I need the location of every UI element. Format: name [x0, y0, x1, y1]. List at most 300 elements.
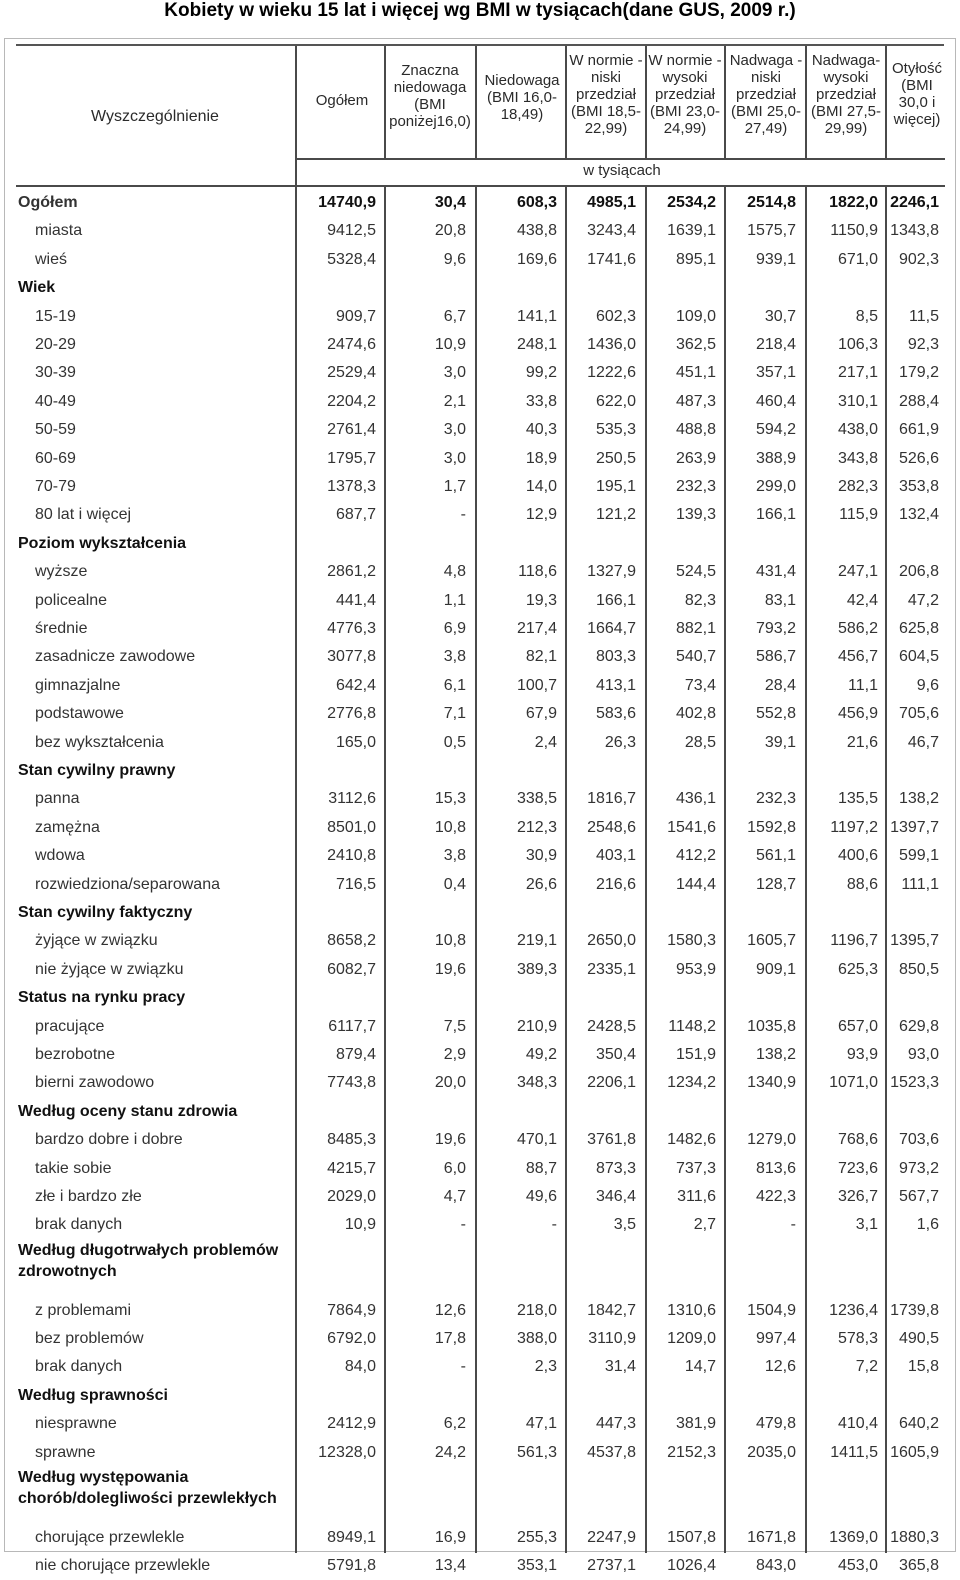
row-label: podstawowe [35, 705, 124, 723]
cell-value: 1,7 [443, 478, 466, 495]
cell-value: 381,9 [675, 1415, 716, 1433]
table-row [0, 1297, 960, 1325]
cell-value: 583,6 [595, 705, 636, 723]
grid-line [384, 46, 386, 160]
cell-value: 4,7 [443, 1188, 466, 1205]
cell-value: 1369,0 [829, 1528, 878, 1546]
cell-value: 9412,5 [327, 222, 376, 240]
cell-value: 909,7 [335, 307, 376, 325]
table-row [0, 1524, 960, 1552]
table-row [0, 1069, 960, 1097]
header-col-3: W normie -niski przedział (BMI 18,5-22,99) [569, 52, 643, 137]
cell-value: 84,0 [344, 1358, 376, 1376]
cell-value: 1026,4 [667, 1557, 716, 1575]
cell-value: 165,0 [335, 733, 376, 751]
cell-value: 2548,6 [587, 818, 636, 836]
cell-value: 10,9 [344, 1216, 376, 1234]
cell-value: 166,1 [595, 591, 636, 609]
cell-value: - [551, 1216, 557, 1234]
cell-value: 6,7 [443, 307, 466, 325]
cell-value: 169,6 [516, 250, 557, 268]
cell-value: 1071,0 [829, 1074, 878, 1092]
cell-value: 2246,1 [890, 194, 939, 211]
table-row [0, 303, 960, 331]
row-label: nie chorujące przewlekle [35, 1557, 211, 1575]
cell-value: 12,9 [525, 506, 557, 524]
table-row [0, 1325, 960, 1353]
cell-value: 2650,0 [587, 932, 636, 950]
row-label: 40-49 [35, 392, 76, 410]
table-row [0, 729, 960, 757]
table-row [0, 927, 960, 955]
cell-value: 106,3 [837, 336, 878, 353]
cell-value: 353,8 [898, 478, 939, 495]
cell-value: 93,0 [907, 1046, 939, 1063]
cell-value: 1816,7 [587, 790, 636, 808]
cell-value: 263,9 [675, 449, 716, 467]
cell-value: 138,2 [755, 1046, 796, 1063]
header-col-5: Nadwaga -niski przedział (BMI 25,0-27,49) [729, 52, 803, 137]
cell-value: 524,5 [675, 563, 716, 581]
row-label: 15-19 [35, 307, 76, 325]
cell-value: 703,6 [898, 1131, 939, 1149]
cell-value: 67,9 [525, 705, 557, 723]
cell-value: 608,3 [516, 194, 557, 211]
cell-value: 403,1 [595, 847, 636, 865]
cell-value: 232,3 [675, 478, 716, 495]
cell-value: 578,3 [837, 1330, 878, 1347]
cell-value: 6,9 [443, 620, 466, 637]
table-row [0, 1155, 960, 1183]
table-row [0, 672, 960, 700]
cell-value: 410,4 [837, 1415, 878, 1433]
cell-value: 716,5 [335, 875, 376, 893]
cell-value: 7,5 [443, 1017, 466, 1035]
cell-value: 1150,9 [830, 222, 878, 240]
cell-value: 604,5 [898, 648, 939, 666]
cell-value: 2,7 [693, 1216, 716, 1234]
cell-value: 4215,7 [327, 1159, 376, 1177]
cell-value: 219,1 [516, 932, 557, 950]
cell-value: 218,0 [516, 1301, 557, 1319]
cell-value: 460,4 [755, 392, 796, 410]
cell-value: 3,8 [443, 648, 466, 666]
cell-value: 15,3 [434, 790, 466, 808]
grid-line [295, 158, 945, 160]
cell-value: 1507,8 [667, 1528, 716, 1546]
cell-value: 909,1 [755, 960, 796, 978]
cell-value: 843,0 [755, 1557, 796, 1575]
cell-value: 6,2 [443, 1415, 466, 1433]
table-row [0, 1041, 960, 1069]
cell-value: 1504,9 [747, 1301, 796, 1319]
table-row [0, 700, 960, 728]
cell-value: 20,0 [434, 1074, 466, 1092]
cell-value: 12328,0 [318, 1443, 376, 1461]
cell-value: 3077,8 [327, 648, 376, 666]
cell-value: 586,2 [837, 620, 878, 637]
cell-value: 350,4 [595, 1046, 636, 1063]
cell-value: 535,3 [595, 421, 636, 439]
cell-value: 661,9 [898, 421, 939, 439]
section-label: Status na rynku pracy [18, 989, 186, 1007]
cell-value: 625,3 [837, 960, 878, 978]
table-row [0, 1552, 960, 1580]
cell-value: 19,3 [525, 591, 557, 609]
cell-value: 629,8 [898, 1017, 939, 1035]
cell-value: 179,2 [898, 364, 939, 382]
cell-value: 2247,9 [587, 1528, 636, 1546]
cell-value: 388,0 [516, 1330, 557, 1347]
cell-value: 30,7 [764, 307, 796, 325]
cell-value: 2776,8 [327, 705, 376, 723]
cell-value: 4985,1 [587, 194, 636, 211]
cell-value: 2412,9 [327, 1415, 376, 1433]
section-row [0, 757, 960, 785]
cell-value: 1605,7 [747, 932, 796, 950]
cell-value: 2204,2 [327, 392, 376, 410]
row-label: chorujące przewlekle [35, 1528, 185, 1546]
cell-value: 2,9 [443, 1046, 466, 1063]
cell-value: 470,1 [516, 1131, 557, 1149]
row-label: bierni zawodowo [35, 1074, 155, 1092]
cell-value: 657,0 [837, 1017, 878, 1035]
section-label: Wiek [18, 279, 56, 297]
table-row [0, 785, 960, 813]
cell-value: 1580,3 [667, 932, 716, 950]
cell-value: 1395,7 [890, 932, 939, 950]
row-label: wyższe [35, 563, 88, 581]
cell-value: 3,0 [443, 421, 466, 439]
row-label: zasadnicze zawodowe [35, 648, 196, 666]
cell-value: 441,4 [335, 591, 376, 609]
table-row [0, 1410, 960, 1438]
cell-value: 1880,3 [890, 1528, 939, 1546]
cell-value: 14,7 [684, 1358, 716, 1376]
cell-value: 109,0 [675, 307, 716, 325]
cell-value: 3,0 [443, 364, 466, 382]
cell-value: 6792,0 [327, 1330, 376, 1347]
table-row [0, 1439, 960, 1467]
cell-value: 939,1 [755, 250, 796, 268]
row-label: żyjące w związku [35, 932, 158, 950]
cell-value: 28,5 [684, 733, 716, 751]
grid-line [805, 46, 807, 160]
cell-value: 73,4 [684, 676, 716, 694]
cell-value: 19,6 [434, 960, 466, 978]
cell-value: 9,6 [443, 250, 466, 268]
cell-value: 92,3 [907, 336, 939, 353]
table-row [0, 501, 960, 529]
row-label: brak danych [35, 1216, 123, 1234]
cell-value: 687,7 [335, 506, 376, 524]
cell-value: 1592,8 [747, 818, 796, 836]
cell-value: 490,5 [898, 1330, 939, 1347]
cell-value: 144,4 [675, 875, 716, 893]
cell-value: - [460, 506, 466, 524]
cell-value: 282,3 [837, 478, 878, 495]
cell-value: 1436,0 [587, 336, 636, 353]
header-col-1: Znaczna niedowaga (BMI poniżej16,0) [389, 62, 471, 130]
cell-value: 49,2 [525, 1046, 557, 1063]
cell-value: 625,8 [898, 620, 939, 637]
cell-value: 0,4 [443, 875, 466, 893]
cell-value: 422,3 [755, 1188, 796, 1205]
cell-value: 10,9 [434, 336, 466, 353]
cell-value: 135,5 [837, 790, 878, 808]
cell-value: 195,1 [595, 478, 636, 495]
table-row [0, 842, 960, 870]
cell-value: 1605,9 [890, 1443, 939, 1461]
row-label: 60-69 [35, 449, 76, 467]
row-label: takie sobie [35, 1159, 112, 1177]
cell-value: 348,3 [516, 1074, 557, 1092]
cell-value: 33,8 [525, 392, 557, 410]
cell-value: 8949,1 [327, 1528, 376, 1546]
cell-value: 18,9 [525, 449, 557, 467]
cell-value: 1739,8 [890, 1301, 939, 1319]
header-col-7: Otyłość (BMI 30,0 i więcej) [891, 60, 942, 128]
header-col-6: Nadwaga-wysoki przedział (BMI 27,5-29,99) [810, 52, 882, 137]
cell-value: 310,1 [837, 392, 878, 410]
cell-value: 412,2 [675, 847, 716, 865]
cell-value: 93,9 [846, 1046, 878, 1063]
table-row [0, 871, 960, 899]
table-row [0, 473, 960, 501]
cell-value: 1842,7 [587, 1301, 636, 1319]
section-label: Według występowania chorób/dolegliwości przewlekłych [18, 1469, 277, 1507]
row-label: sprawne [35, 1443, 96, 1461]
cell-value: 1340,9 [747, 1074, 796, 1092]
table-row [0, 217, 960, 245]
cell-value: 879,4 [335, 1046, 376, 1063]
section-row [0, 984, 960, 1012]
cell-value: 326,7 [837, 1188, 878, 1205]
row-label: panna [35, 790, 80, 808]
cell-value: 8,5 [855, 307, 878, 325]
row-label: Ogółem [18, 194, 78, 211]
cell-value: 400,6 [837, 847, 878, 865]
cell-value: 10,8 [434, 818, 466, 836]
cell-value: 100,7 [516, 676, 557, 694]
cell-value: 139,3 [675, 506, 716, 524]
table-row [0, 1183, 960, 1211]
cell-value: 3,5 [613, 1216, 636, 1234]
cell-value: 438,8 [516, 222, 557, 240]
cell-value: 642,4 [335, 676, 376, 694]
table-row [0, 1013, 960, 1041]
cell-value: 552,8 [755, 705, 796, 723]
cell-value: 1035,8 [747, 1017, 796, 1035]
cell-value: 12,6 [434, 1301, 466, 1319]
cell-value: 217,1 [837, 364, 878, 382]
cell-value: 1523,3 [890, 1074, 939, 1092]
cell-value: 2514,8 [747, 194, 796, 211]
cell-value: 343,8 [837, 449, 878, 467]
cell-value: 438,0 [837, 421, 878, 439]
cell-value: 1234,2 [667, 1074, 716, 1092]
cell-value: 2761,4 [327, 421, 376, 439]
cell-value: 299,0 [755, 478, 796, 495]
header-stub: Wyszczególnienie [91, 108, 219, 125]
cell-value: 1411,5 [830, 1443, 878, 1461]
cell-value: 6,0 [443, 1159, 466, 1177]
cell-value: 453,0 [837, 1557, 878, 1575]
cell-value: 3,8 [443, 847, 466, 865]
cell-value: 15,8 [907, 1358, 939, 1376]
section-label: Według sprawności [18, 1386, 168, 1404]
cell-value: 488,8 [675, 421, 716, 439]
cell-value: 83,1 [764, 591, 796, 609]
cell-value: 2737,1 [587, 1557, 636, 1575]
cell-value: 2029,0 [327, 1188, 376, 1205]
cell-value: 115,9 [839, 506, 878, 524]
cell-value: 487,3 [675, 392, 716, 410]
section-label: Poziom wykształcenia [18, 534, 187, 552]
table-row [0, 189, 960, 217]
cell-value: 111,1 [901, 875, 939, 893]
row-label: z problemami [35, 1301, 132, 1319]
cell-value: 118,6 [518, 563, 557, 581]
cell-value: 1327,9 [587, 563, 636, 581]
table-row [0, 416, 960, 444]
cell-value: 365,8 [898, 1557, 939, 1575]
row-label: nie żyjące w związku [35, 960, 184, 978]
row-label: średnie [35, 620, 88, 637]
cell-value: 402,8 [675, 705, 716, 723]
cell-value: 40,3 [525, 421, 557, 439]
row-label: brak danych [35, 1358, 123, 1376]
cell-value: 3,0 [443, 449, 466, 467]
cell-value: 21,6 [846, 733, 878, 751]
cell-value: 26,3 [604, 733, 636, 751]
section-label: Według długotrwałych problemów zdrowotnych [18, 1241, 279, 1280]
cell-value: 1,6 [916, 1216, 939, 1234]
cell-value: 14,0 [525, 478, 557, 495]
cell-value: 31,4 [604, 1358, 636, 1376]
cell-value: 586,7 [755, 648, 796, 666]
cell-value: 138,2 [898, 790, 939, 808]
cell-value: 2,4 [534, 733, 557, 751]
row-label: zamężna [35, 818, 100, 836]
cell-value: 1196,7 [830, 932, 878, 950]
cell-value: 7864,9 [327, 1301, 376, 1319]
page-title: Kobiety w wieku 15 lat i więcej wg BMI w tysiącach(dane GUS, 2009 r.) [164, 0, 796, 21]
cell-value: 338,5 [516, 790, 557, 808]
cell-value: 357,1 [755, 364, 796, 382]
cell-value: 232,3 [755, 790, 796, 808]
header-col-2: Niedowaga (BMI 16,0-18,49) [484, 72, 560, 123]
cell-value: 388,9 [755, 449, 796, 467]
table-row [0, 956, 960, 984]
cell-value: 882,1 [675, 620, 716, 637]
cell-value: 311,6 [677, 1188, 716, 1205]
cell-value: 47,2 [907, 591, 939, 609]
cell-value: 3761,8 [587, 1131, 636, 1149]
cell-value: 1148,2 [668, 1017, 716, 1035]
cell-value: 567,7 [898, 1188, 939, 1205]
section-label: Stan cywilny faktyczny [18, 904, 193, 921]
table-row [0, 1126, 960, 1154]
cell-value: 4776,3 [327, 620, 376, 637]
cell-value: 166,1 [755, 506, 796, 524]
cell-value: 7,2 [855, 1358, 878, 1376]
cell-value: 3110,9 [588, 1330, 636, 1347]
grid-line [475, 46, 477, 160]
header-col-0: Ogółem [315, 92, 369, 109]
cell-value: 151,9 [675, 1046, 716, 1063]
cell-value: 997,4 [755, 1330, 796, 1347]
cell-value: 216,6 [595, 875, 636, 893]
row-label: bez problemów [35, 1330, 144, 1347]
cell-value: 2474,6 [327, 336, 376, 353]
cell-value: 768,6 [837, 1131, 878, 1149]
cell-value: 1343,8 [890, 222, 939, 240]
cell-value: 7,1 [443, 705, 466, 723]
row-label: gimnazjalne [35, 676, 121, 694]
cell-value: 9,6 [916, 676, 939, 694]
row-label: niesprawne [35, 1415, 117, 1433]
table-row [0, 1353, 960, 1381]
table-row [0, 1211, 960, 1239]
cell-value: 1822,0 [829, 194, 878, 211]
cell-value: 248,1 [516, 336, 557, 353]
cell-value: 353,1 [516, 1557, 557, 1575]
cell-value: 813,6 [755, 1159, 796, 1177]
cell-value: 128,7 [755, 875, 796, 893]
cell-value: 11,1 [848, 676, 878, 694]
cell-value: 42,4 [846, 591, 878, 609]
table-row [0, 246, 960, 274]
cell-value: 8658,2 [327, 932, 376, 950]
cell-value: 47,1 [525, 1415, 557, 1433]
cell-value: 17,8 [434, 1330, 466, 1347]
row-label: złe i bardzo złe [35, 1188, 142, 1205]
cell-value: 2152,3 [667, 1443, 716, 1461]
cell-value: 5791,8 [327, 1557, 376, 1575]
cell-value: 1541,6 [667, 818, 716, 836]
header-unit: w tysiącach [583, 162, 661, 179]
cell-value: 723,6 [837, 1159, 878, 1177]
cell-value: 2335,1 [587, 960, 636, 978]
cell-value: 873,3 [595, 1159, 636, 1177]
table-row [0, 643, 960, 671]
cell-value: 793,2 [755, 620, 796, 637]
cell-value: 561,3 [516, 1443, 557, 1461]
cell-value: 850,5 [898, 960, 939, 978]
cell-value: 479,8 [755, 1415, 796, 1433]
cell-value: 19,6 [434, 1131, 466, 1149]
cell-value: 389,3 [516, 960, 557, 978]
cell-value: 13,4 [434, 1557, 466, 1575]
cell-value: 599,1 [898, 847, 939, 865]
cell-value: 540,7 [675, 648, 716, 666]
cell-value: 218,4 [755, 336, 796, 353]
cell-value: 12,6 [764, 1358, 796, 1376]
cell-value: 8485,3 [327, 1131, 376, 1149]
cell-value: 2035,0 [747, 1443, 796, 1461]
cell-value: 99,2 [525, 364, 557, 382]
cell-value: 121,2 [595, 506, 636, 524]
cell-value: 737,3 [675, 1159, 716, 1177]
section-row [0, 530, 960, 558]
table-row [0, 445, 960, 473]
header-col-4: W normie -wysoki przedział (BMI 23,0-24,99) [648, 52, 722, 137]
grid-line [565, 46, 567, 160]
section-row [0, 1382, 960, 1410]
cell-value: 803,3 [595, 648, 636, 666]
row-label: miasta [35, 222, 83, 240]
